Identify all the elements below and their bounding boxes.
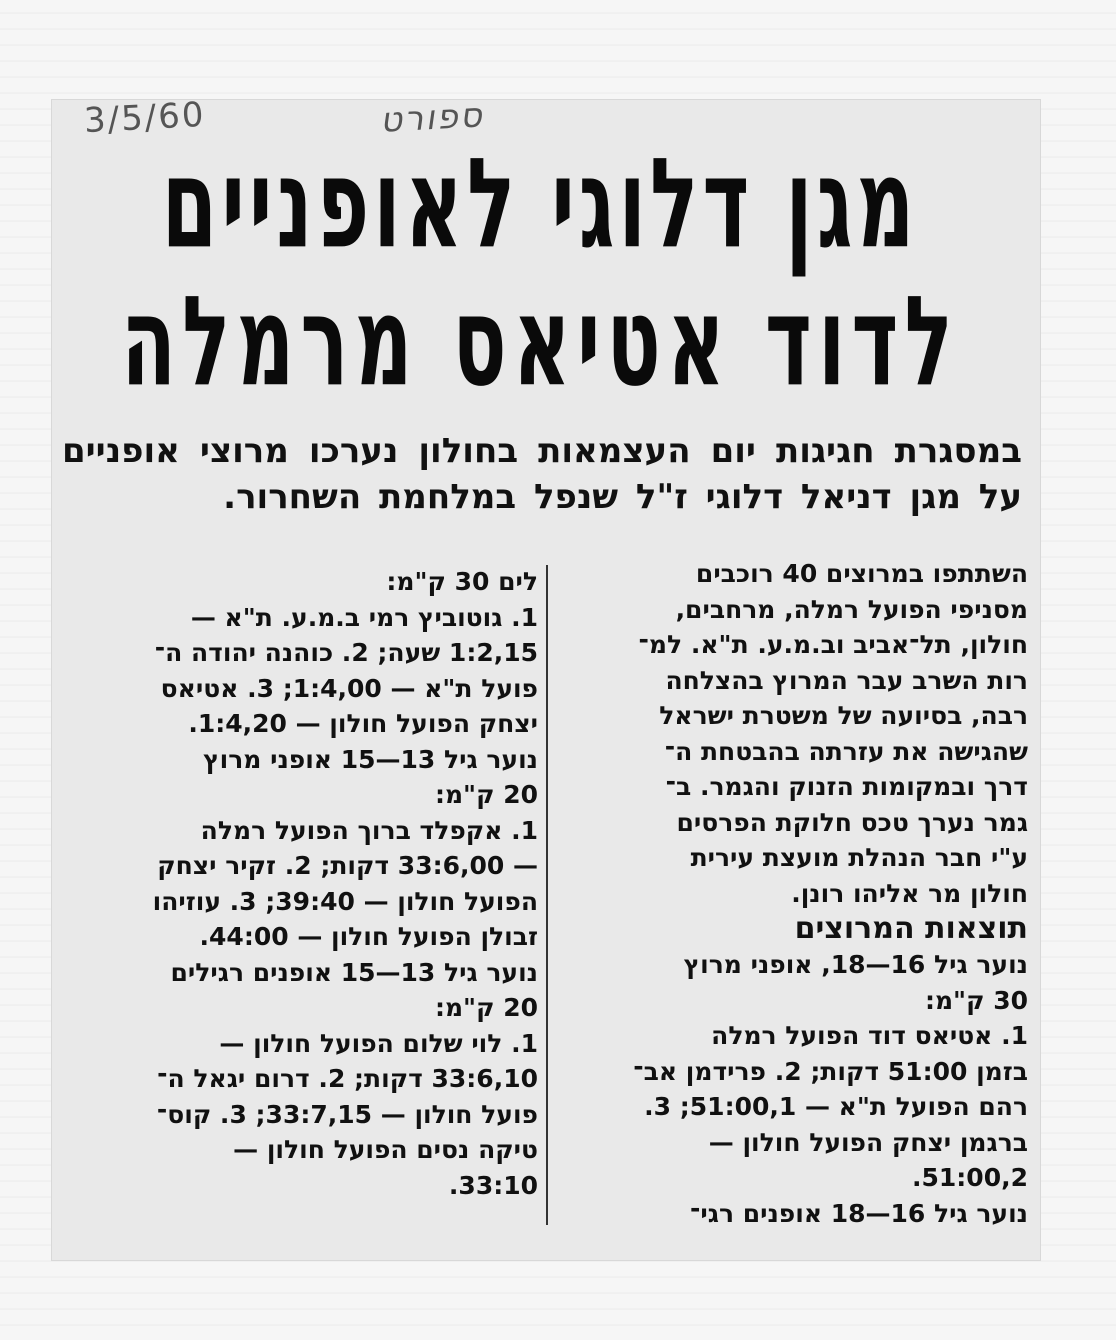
text-line: 30 ק"מ: bbox=[924, 985, 1028, 1015]
text-line: יצחק הפועל חולון — 1:4,20. bbox=[188, 709, 538, 738]
right-column bbox=[560, 556, 1028, 1246]
text-line: רהם הפועל ת"א — 51:00,1; 3. bbox=[644, 1092, 1028, 1121]
headline-line-2: לדוד אטיאס מרמלה bbox=[121, 270, 959, 415]
text-line: טיקה נסים הפועל חולון — bbox=[233, 1135, 538, 1164]
text-line: ע"י חבר הנהלת מועצת עירית bbox=[690, 843, 1028, 872]
text-line: 1. אקפלד ברוך הפועל רמלה bbox=[200, 815, 538, 845]
text-line: 1. גוטוביץ רמי ב.מ.ע. ת"א — bbox=[190, 602, 538, 632]
text-line: מסניפי הפועל רמלה, מרחבים, bbox=[675, 594, 1028, 624]
column-divider bbox=[546, 565, 548, 1225]
text-line: הפועל חולון — 39:40; 3. עוזיהו bbox=[152, 886, 538, 916]
text-line: נוער גיל 16—18 אופנים רגי־ bbox=[690, 1198, 1028, 1228]
text-line: 20 ק"מ: bbox=[434, 780, 538, 809]
text-line: פועל ת"א — 1:4,00; 3. אטיאס bbox=[160, 673, 538, 703]
text-line: ברגמן יצחק הפועל חולון — bbox=[708, 1127, 1028, 1157]
text-line: 33:10. bbox=[448, 1170, 538, 1200]
headline-line-1: מגן דלוגי לאופניים bbox=[161, 132, 919, 277]
text-line: 1:2,15 שעה; 2. כוהנה יהודה ה־ bbox=[154, 638, 538, 667]
handwritten-section: ספורט bbox=[379, 95, 485, 141]
left-column bbox=[64, 564, 538, 1254]
results-heading: תוצאות המרוצים bbox=[794, 911, 1028, 946]
text-line: 33:6,10 דקות; 2. דרום יגאל ה־ bbox=[157, 1064, 538, 1093]
text-line: רות השרב עבר המרוץ בהצלחה bbox=[665, 665, 1028, 695]
text-line: 1. אטיאס דוד הפועל רמלה bbox=[711, 1021, 1028, 1050]
text-line: בזמן 51:00 דקות; 2. פרידמן אב־ bbox=[633, 1056, 1028, 1086]
text-line: שהגישה את עזרתה בהבטחת ה־ bbox=[664, 736, 1028, 766]
text-line: 20 ק"מ: bbox=[434, 993, 538, 1022]
text-line: רבה, בסיועה של משטרת ישראל bbox=[659, 701, 1028, 730]
text-line: 1. לוי שלום הפועל חולון — bbox=[219, 1028, 538, 1058]
text-line: לים 30 ק"מ: bbox=[386, 567, 538, 596]
text-line: נוער גיל 16—18, אופני מרוץ bbox=[683, 950, 1028, 979]
text-line: 51:00,2. bbox=[912, 1163, 1028, 1192]
text-line: פועל חולון — 33:7,15; 3. קוס־ bbox=[156, 1099, 538, 1129]
text-line: נוער גיל 13—15 אופני מרוץ bbox=[203, 744, 538, 774]
text-line: חולון מר אליהו רונן. bbox=[791, 878, 1028, 908]
intro-paragraph: במסגרת חגיגות יום העצמאות בחולון נערכו מרוצי אופניים על מגן דניאל דלוגי ז"ל שנפל במלחמת השחרור. bbox=[62, 431, 1022, 517]
text-line: זבולן הפועל חולון — 44:00. bbox=[199, 922, 538, 951]
text-line: נוער גיל 13—15 אופנים רגילים bbox=[170, 957, 538, 987]
text-line: גמר נערך טכס חלוקת הפרסים bbox=[676, 807, 1028, 837]
text-line: — 33:6,00 דקות; 2. זקיר יצחק bbox=[157, 851, 538, 880]
handwritten-date: 3/5/60 bbox=[83, 94, 207, 142]
text-line: חולון, תל־אביב וב.מ.ע. ת"א. למ־ bbox=[638, 630, 1028, 659]
text-line: השתתפו במרוצים 40 רוכבים bbox=[695, 559, 1028, 588]
text-line: דרך ובמקומות הזנוק והגמר. ב־ bbox=[665, 772, 1028, 801]
